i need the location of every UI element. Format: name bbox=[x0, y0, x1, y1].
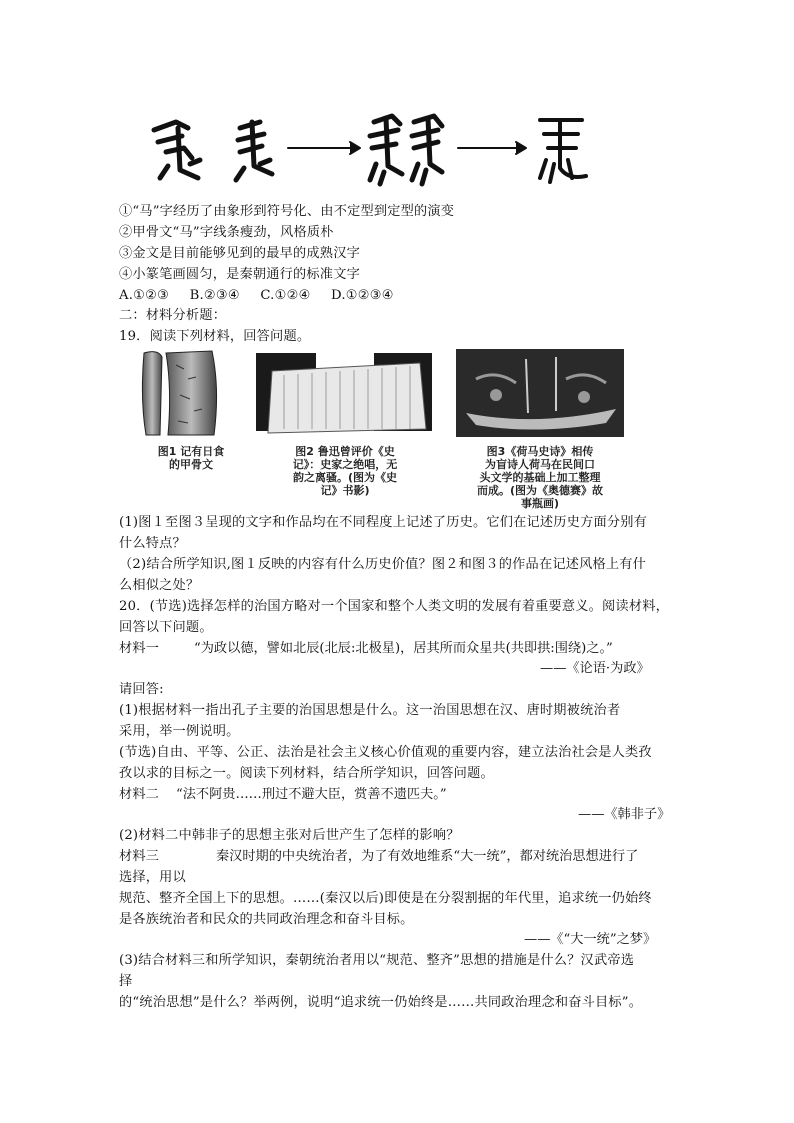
material-2-text: “法不阿贵……刑过不避大臣，赏善不遗匹夫。” bbox=[176, 787, 447, 802]
shiji-book-photo bbox=[254, 349, 436, 437]
material-3-line4: 是各族统治者和民众的共同政治理念和奋斗目标。 bbox=[119, 912, 414, 927]
section-title: 二：材料分析题： bbox=[119, 308, 227, 323]
figure-1 bbox=[136, 349, 246, 471]
figure-2-caption-line-1: 图2 鲁迅曾评价《史 bbox=[295, 445, 395, 458]
q20-part1-line2: 采用，举一例说明。 bbox=[119, 724, 240, 739]
answer-options bbox=[119, 287, 410, 305]
statement-2: ②甲骨文“马”字线条瘦劲，风格质朴 bbox=[119, 225, 334, 240]
material-2-label: 材料二 bbox=[119, 787, 160, 802]
figure-2-caption-line-2: 记》：史家之绝唱，无 bbox=[292, 458, 398, 471]
oracle-bone-photo bbox=[136, 349, 246, 437]
q20-part2-intro-line1: (节选)自由、平等、公正、法治是社会主义核心价值观的重要内容，建立法治社会是人类孜 bbox=[119, 745, 652, 760]
arrow-icon bbox=[458, 142, 526, 154]
material-1-source: ——《论语·为政》 bbox=[540, 661, 650, 676]
material-3-line1: 秦汉时期的中央统治者，为了有效地维系“大一统”，都对统治思想进行了 bbox=[216, 849, 639, 864]
odyssey-vase-painting-photo bbox=[456, 349, 624, 437]
q20-intro-line1: 20．(节选)选择怎样的治国方略对一个国家和整个人类文明的发展有着重要意义。阅读材料， bbox=[119, 599, 669, 614]
option-b: B.②③④ bbox=[189, 288, 240, 303]
small-seal-horse-glyph bbox=[540, 120, 586, 182]
option-c: C.①②④ bbox=[260, 288, 311, 303]
figure-3-caption-line-1: 图3《荷马史诗》相传 bbox=[486, 445, 594, 458]
q19-intro: 19．阅读下列材料，回答问题。 bbox=[119, 329, 311, 344]
q20-part3-line2: 择 bbox=[119, 974, 133, 989]
material-3-label: 材料三 bbox=[119, 849, 160, 864]
statement-1: ①“马”字经历了由象形到符号化、由不定型到定型的演变 bbox=[119, 204, 455, 219]
figure-3-caption-line-3: 头文学的基础上加工整理 bbox=[479, 471, 601, 484]
material-1-text: “为政以德，譬如北辰(北辰:北极星)，居其所而众星共(共即拱:围绕)之。” bbox=[194, 641, 613, 656]
statement-4: ④小篆笔画圆匀，是秦朝通行的标准文字 bbox=[119, 267, 360, 282]
figure-3-caption-line-5: 事瓶画) bbox=[520, 497, 560, 510]
material-1-label: 材料一 bbox=[119, 641, 160, 656]
material-3-line3: 规范、整齐全国上下的思想。……(秦汉以后)即使是在分裂割据的年代里，追求统一仍始终 bbox=[119, 891, 652, 906]
arrow-icon bbox=[288, 142, 360, 154]
q20-part2-intro-line2: 孜以求的目标之一。阅读下列材料，结合所学知识，回答问题。 bbox=[119, 766, 494, 781]
q20-part3-line3: 的“统治思想”是什么？举两例，说明“追求统一仍始终是……共同政治理念和奋斗目标”。 bbox=[119, 995, 643, 1010]
statement-3: ③金文是目前能够见到的最早的成熟汉字 bbox=[119, 246, 360, 261]
material-3-source: ——《“大一统”之梦》 bbox=[524, 932, 657, 947]
figure-3 bbox=[456, 349, 624, 510]
bronze-script-horse-glyph-2 bbox=[412, 116, 442, 184]
bronze-script-horse-glyph-1 bbox=[370, 116, 402, 184]
q19-part1-line1: (1)图１至图３呈现的文字和作品均在不同程度上记述了历史。它们在记述历史方面分别有 bbox=[119, 515, 648, 530]
q19-part1-line2: 什么特点？ bbox=[119, 536, 186, 551]
oracle-bone-horse-glyph-1 bbox=[154, 122, 200, 178]
option-a: A.①②③ bbox=[119, 288, 170, 303]
q20-part3-line1: (3)结合材料三和所学知识，秦朝统治者用以“规范、整齐”思想的措施是什么？汉武帝选 bbox=[119, 953, 635, 968]
material-3-line2: 选择，用以 bbox=[119, 870, 186, 885]
horse-character-evolution-figure bbox=[148, 108, 593, 190]
figure-1-caption-line-2: 的甲骨文 bbox=[169, 458, 213, 471]
option-d: D.①②③④ bbox=[331, 288, 394, 303]
q19-part2-line1: （2)结合所学知识,图１反映的内容有什么历史价值？图２和图３的作品在记述风格上有什 bbox=[119, 557, 647, 572]
q20-intro-line2: 回答以下问题。 bbox=[119, 620, 213, 635]
figure-2-caption-line-4: 记》书影) bbox=[320, 484, 370, 497]
figure-3-caption-line-4: 而成。(图为《奥德赛》故 bbox=[476, 484, 604, 497]
figure-2 bbox=[254, 349, 436, 497]
figure-2-caption-line-3: 韵之离骚。(图为《史 bbox=[292, 471, 398, 484]
q20-part1-line1: (1)根据材料一指出孔子主要的治国思想是什么。这一治国思想在汉、唐时期被统治者 bbox=[119, 703, 621, 718]
q19-part2-line2: 么相似之处？ bbox=[119, 578, 200, 593]
q20-part2-question: (2)材料二中韩非子的思想主张对后世产生了怎样的影响？ bbox=[119, 828, 460, 843]
oracle-bone-horse-glyph-2 bbox=[236, 122, 272, 180]
figure-3-caption-line-2: 为盲诗人荷马在民间口 bbox=[485, 458, 595, 471]
figure-1-caption-line-1: 图1 记有日食 bbox=[157, 445, 225, 458]
answer-prompt: 请回答: bbox=[119, 682, 164, 697]
material-2-source: ——《韩非子》 bbox=[578, 807, 671, 822]
